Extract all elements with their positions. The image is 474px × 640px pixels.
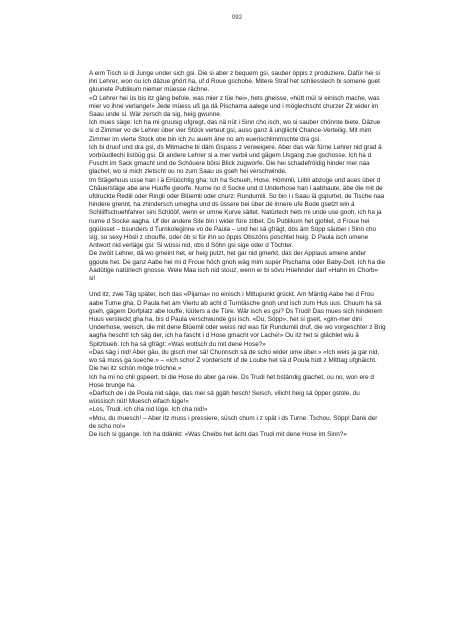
paragraph-3: Ich mues säge: Ich ha mi gruusig ufgregt, das nä nüt i Sinn cho isch, wo si sauber chönnte biete. Dâzue si d Zimmer vo de Lehrer über vier Stöck verteut gsi, auso ganz â ungliichi Chance-Verteilig. Mit mim Zimmer im vierte Stock obe bin ich zu auem äne no am euerischlimmschte dra gsi. — [89, 119, 381, 143]
paragraph-5: Im Stägehuus usse han i ä Erlüüchtig gha: Ich ha Schueh, Hose, Hömmli, Liibli abzoge und aues über d Chäuerstäge abe ane Huuffe gworfe. Nume no d Socke und d Underhose han i aabhaute, äbe die mit de ufdruckte Rediil oder Ringli oder Blüemli oder churz: Rundumili. So bin i i Saau iä gspurtet, de Tische naa hindere grennt, ha zhindersch umegha und ds üssere bei über dè innere ufe Bode gsetzt win ä Schliiffschuehfahrer sini Schlööf, wenn er umne Kurve sältet. Natürlech hets mi unde use gnoh, ich ha ja nume d Socke aagha. Uf der andere Site bin i wider füre zilbet. Ds Publikum het gjohlet, d Froue hei gqüüsset – bsunders d Turnkoleginne vo de Paula – und hei sä gfrägt, öbs äm Söpp säuber i Sinn cho sig, so sexy Hösli z chouffe, oder öb si für ihn so öppis Obszöns poschtet heig. D Paula isch umene Antwort nid verläge gsi: Si wüssi nid, obs d Söhn gsi sige oder d Töchter. — [89, 176, 385, 250]
paragraph-12: «Mou, du muesch! – Aber itz muss i pressiere, süsch chum i z spät i ds Turne. Tschou, Söpp! Dank der de scho no!» — [89, 414, 378, 430]
story-text — [89, 70, 386, 439]
paragraph-2: «O Lehrer hei üs bis itz gäng befole, was mier z tüe hei», hets gheisse, «hütt müi si einisch mache, was mier vo ihne verlange!» Jede müess uß ga dä Pischama aalege und i möglechscht churzer Zit wider im Saau unde si. Wär zersch da sig, heig gwunne. — [89, 94, 380, 119]
paragraph-6: De zwöit Lehrer, dä wo gmeint het, er heig putzt, het gar nid gmerkt, das der Applaus amene ander ggoute het. De ganz Aabe hei mi d Froue höch gnoh wäg mim super Pischama oder Baby-Doll. Ich ha die Aadütige natürlech gnosse. Wele Maa isch nid stouz, wenn er bi sövu Hüehnder darf «Hahn im Chorb» si! — [89, 250, 386, 283]
paragraph-10: «Darfsch de i de Poula nid säge, das mer sä ggäh hesch! Seisch, vilicht heig sä öpper gstole, du wüssisch nüt! Muesch eifach lüge!» — [89, 389, 360, 406]
paragraph-11: «Los, Trudi, ich cha nid lüge. Ich cha nid!» — [89, 406, 208, 414]
paragraph-1: A eim Tisch si di Junge under sich gsi. Die si aber z bequem gsi, sauber öppis z produziere. Dafür hei si ihri Lehrer, won ou ich dâzue ghört ha, uf d Roue gschobe. Mitere Straf het schliesslech bi somene guet gluunete Publikum niemer müesse rächne. — [89, 70, 380, 94]
page-number: 092 — [231, 15, 243, 21]
paragraph-9: Ich ha mi no chli gspeert, bi die Hose do aber ga reie. Ds Trudi het bständig glachet, ou no, won ere d Hose brunge ha. — [89, 373, 374, 389]
paragraph-7: Und itz, zwe Täg später, isch das «Pijama» no einisch i Mittupunkt grückt. Am Mäntig Aabe hei d Frou aabe Turne gha. D Paula het am Viertu ab acht d Turntäsche gnoh und isch zum Hus uus. Chuum ha sä gseh, gägem Dorfplatz abe louffe, lüüters a de Türe. Wär isch es gsi? Ds Trudi! Das mues sich hinderem Huus versteckt gha ha, bis d Paula verschwunde gsi isch. «Du, Söpp», het si gseit, «gim-mer dini Underhose, weisch, die mit dene Blüemli oder weiss nid was für Rundumili druf, die wo vorgeschter z Brig aagha hescht! Ich säg der, ich ha fascht i d Hose gmacht vor Lache!» Ou itz het si glächlet wiu ä Spitzbueb. Ich ha sä gfrägt: «Was wottsch du mit dene Hose?» — [89, 291, 386, 348]
paragraph-4: Ich bi druuf und dra gsi, ds Mitmache bi däm Gspass z verweigere. Aber das wär fürne Lehrer nid grad ä vorbüudlechi listöüg gsi. Di andere Lehrer si a mer verbii und gägem Usgang zue gschosse. Ich ha d Fuscht im Sack gmacht und de Schöuere böisi Blick zugworfe. Die hei schadefröidig hinder mer naa glachet, wo si mich zletscht ou no zum Saau us gseh hei verschwinde. — [89, 143, 382, 176]
paragraph-8: «Das säg i nid! Aber gäu, du gisch mer sä! Chunnsch sä de scho wider ume über.» «Ich weis ja gar nid, wo sä muss ga sueche.» – «Ich scho! Z vorderscht uf de Loube het sä d Poula hütt z Mitttag ufghäicht. Die hei itz schön möge tröchne.» — [89, 348, 380, 373]
paragraph-13: De isch si ggange. Ich ha ddänkt: «Was Cheibs het ächt das Trudi mit dene Hose im Sinn?» — [89, 430, 347, 438]
